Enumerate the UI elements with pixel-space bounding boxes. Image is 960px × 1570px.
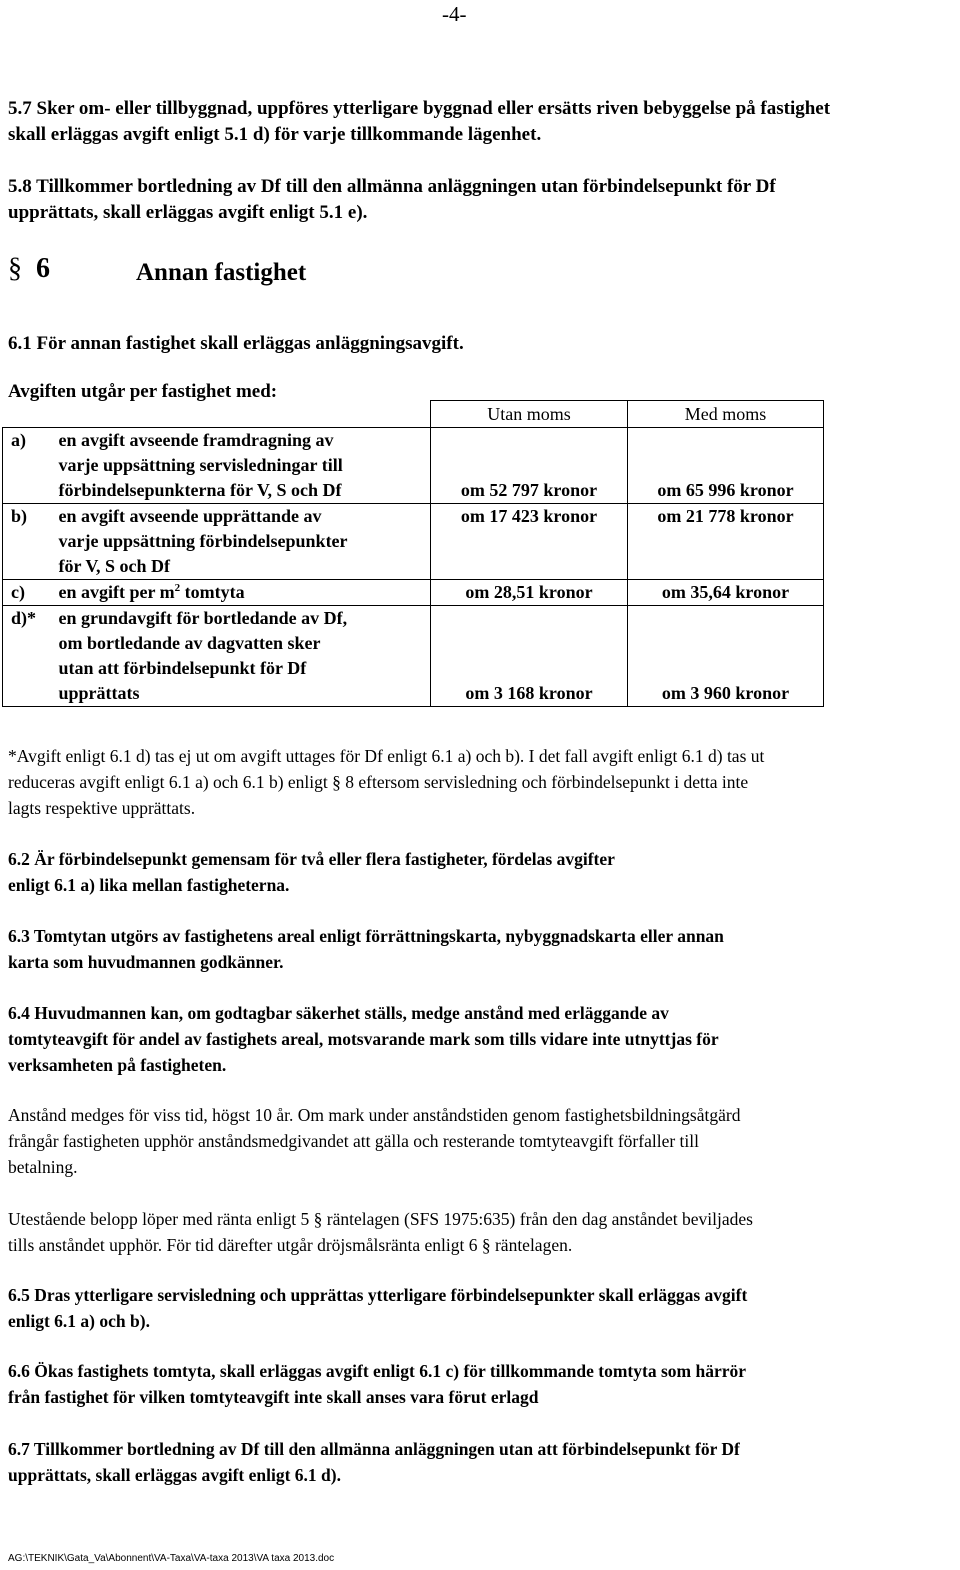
table-row xyxy=(3,428,824,504)
row-label: b) xyxy=(3,504,59,580)
header-spacer xyxy=(3,401,431,428)
fee-table xyxy=(2,400,824,707)
paragraph-6-1: 6.1 För annan fastighet skall erläggas anläggningsavgift. xyxy=(8,333,464,354)
table-row xyxy=(3,580,824,606)
text-line: upprättats, skall erläggas avgift enligt 6.1 d). xyxy=(8,1465,341,1485)
text-line: upprättats, skall erläggas avgift enligt 5.1 e). xyxy=(8,202,368,223)
row-label: d)* xyxy=(3,606,59,707)
text-line: tills anståndet upphör. För tid därefter utgår dröjsmålsränta enligt 6 § räntelagen. xyxy=(8,1235,573,1255)
superscript: 2 xyxy=(174,582,181,594)
text-line: enligt 6.1 a) och b). xyxy=(8,1311,150,1331)
amount-excl-vat: om 28,51 kronor xyxy=(431,580,628,606)
row-description xyxy=(59,504,431,580)
row-label: c) xyxy=(3,580,59,606)
col-header-incl-vat: Med moms xyxy=(628,401,824,428)
text-line: 6.5 Dras ytterligare servisledning och upprättas ytterligare förbindelsepunkter skall erläggas avgift xyxy=(8,1285,748,1305)
paragraph-6-6 xyxy=(8,1358,746,1410)
text-line: 5.7 Sker om- eller tillbyggnad, uppföres ytterligare byggnad eller ersätts riven bebyggelse på fastighet xyxy=(8,98,831,119)
row-description xyxy=(59,428,431,504)
paragraph-6-7 xyxy=(8,1436,740,1488)
text-line: 6.4 Huvudmannen kan, om godtagbar säkerhet ställs, medge anstånd med erläggande av xyxy=(8,1003,669,1023)
text-line: reduceras avgift enligt 6.1 a) och 6.1 b) enligt § 8 eftersom servisledning och förbindelsepunkt i detta inte xyxy=(8,772,749,792)
text-line: *Avgift enligt 6.1 d) tas ej ut om avgift uttages för Df enligt 6.1 a) och b). I det fall avgift enligt 6.1 d) tas ut xyxy=(8,746,765,766)
text-line: tomtyteavgift för andel av fastighets areal, motsvarande mark som tills vidare inte utnyttjas för xyxy=(8,1029,719,1049)
paragraph-interest xyxy=(8,1206,753,1258)
text-line: en avgift avseende framdragning av xyxy=(58,430,334,450)
text-line: förbindelsepunkterna för V, S och Df xyxy=(58,480,342,500)
section-number: 6 xyxy=(36,253,50,284)
amount-incl-vat: om 35,64 kronor xyxy=(628,580,824,606)
text-line: Utestående belopp löper med ränta enligt 5 § räntelagen (SFS 1975:635) från den dag anståndet beviljades xyxy=(8,1209,753,1229)
text-line: Anstånd medges för viss tid, högst 10 år. Om mark under anståndstiden genom fastighetsbildningsåtgärd xyxy=(8,1105,741,1125)
text-line: för V, S och Df xyxy=(58,556,171,576)
text-line: frångår fastigheten upphör anståndsmedgivandet att gälla och resterande tomtyteavgift förfaller till xyxy=(8,1131,699,1151)
paragraph-deferral xyxy=(8,1102,740,1180)
amount-incl-vat: om 3 960 kronor xyxy=(628,606,824,707)
amount-excl-vat: om 3 168 kronor xyxy=(431,606,628,707)
text-part: tomtyta xyxy=(180,582,245,602)
paragraph-6-4 xyxy=(8,1000,719,1078)
text-line: betalning. xyxy=(8,1157,78,1177)
text-line: enligt 6.1 a) lika mellan fastigheterna. xyxy=(8,875,290,895)
row-description xyxy=(59,580,431,606)
text-line: varje uppsättning servisledningar till xyxy=(58,455,343,475)
text-line: karta som huvudmannen godkänner. xyxy=(8,952,284,972)
text-line: 6.7 Tillkommer bortledning av Df till den allmänna anläggningen utan att förbindelsepunkt för Df xyxy=(8,1439,740,1459)
text-line: från fastighet för vilken tomtyteavgift inte skall anses vara förut erlagd xyxy=(8,1387,539,1407)
footer-file-path: AG:\TEKNIK\Gata_Va\Abonnent\VA-Taxa\VA-taxa 2013\VA taxa 2013.doc xyxy=(8,1553,335,1564)
text-line: skall erläggas avgift enligt 5.1 d) för varje tillkommande lägenhet. xyxy=(8,124,542,145)
text-line: en grundavgift för bortledande av Df, xyxy=(58,608,348,628)
paragraph-6-5 xyxy=(8,1282,747,1334)
amount-excl-vat: om 52 797 kronor xyxy=(431,428,628,504)
text-line: 6.3 Tomtytan utgörs av fastighetens areal enligt förrättningskarta, nybyggnadskarta eller annan xyxy=(8,926,724,946)
paragraph-5-7 xyxy=(8,96,830,148)
section-symbol: § xyxy=(8,253,22,284)
table-header-row xyxy=(3,401,824,428)
row-description xyxy=(59,606,431,707)
text-line: 6.2 Är förbindelsepunkt gemensam för två eller flera fastigheter, fördelas avgifter xyxy=(8,849,615,869)
footnote xyxy=(8,743,764,821)
page-number: -4- xyxy=(442,2,467,26)
table-row xyxy=(3,606,824,707)
paragraph-6-2 xyxy=(8,846,615,898)
text-line: 5.8 Tillkommer bortledning av Df till den allmänna anläggningen utan förbindelsepunkt för Df xyxy=(8,176,776,197)
paragraph-5-8 xyxy=(8,174,776,226)
text-line: om bortledande av dagvatten sker xyxy=(58,633,321,653)
text-line: utan att förbindelsepunkt för Df xyxy=(58,658,307,678)
paragraph-6-3 xyxy=(8,923,724,975)
table-intro: Avgiften utgår per fastighet med: xyxy=(8,381,278,402)
text-line: verksamheten på fastigheten. xyxy=(8,1055,227,1075)
text-line: 6.6 Ökas fastighets tomtyta, skall erläggas avgift enligt 6.1 c) för tillkommande tomtyta som härrör xyxy=(8,1361,746,1381)
section-heading xyxy=(8,253,307,286)
col-header-excl-vat: Utan moms xyxy=(431,401,628,428)
text-part: en avgift per m xyxy=(58,582,175,602)
text-line: upprättats xyxy=(58,683,140,703)
row-label: a) xyxy=(3,428,59,504)
text-line: lagts respektive upprättats. xyxy=(8,798,196,818)
amount-excl-vat: om 17 423 kronor xyxy=(431,504,628,580)
text-line: varje uppsättning förbindelsepunkter xyxy=(58,531,348,551)
section-title: Annan fastighet xyxy=(136,259,307,286)
table-row xyxy=(3,504,824,580)
amount-incl-vat: om 65 996 kronor xyxy=(628,428,824,504)
text-line: en avgift avseende upprättande av xyxy=(58,506,322,526)
amount-incl-vat: om 21 778 kronor xyxy=(628,504,824,580)
